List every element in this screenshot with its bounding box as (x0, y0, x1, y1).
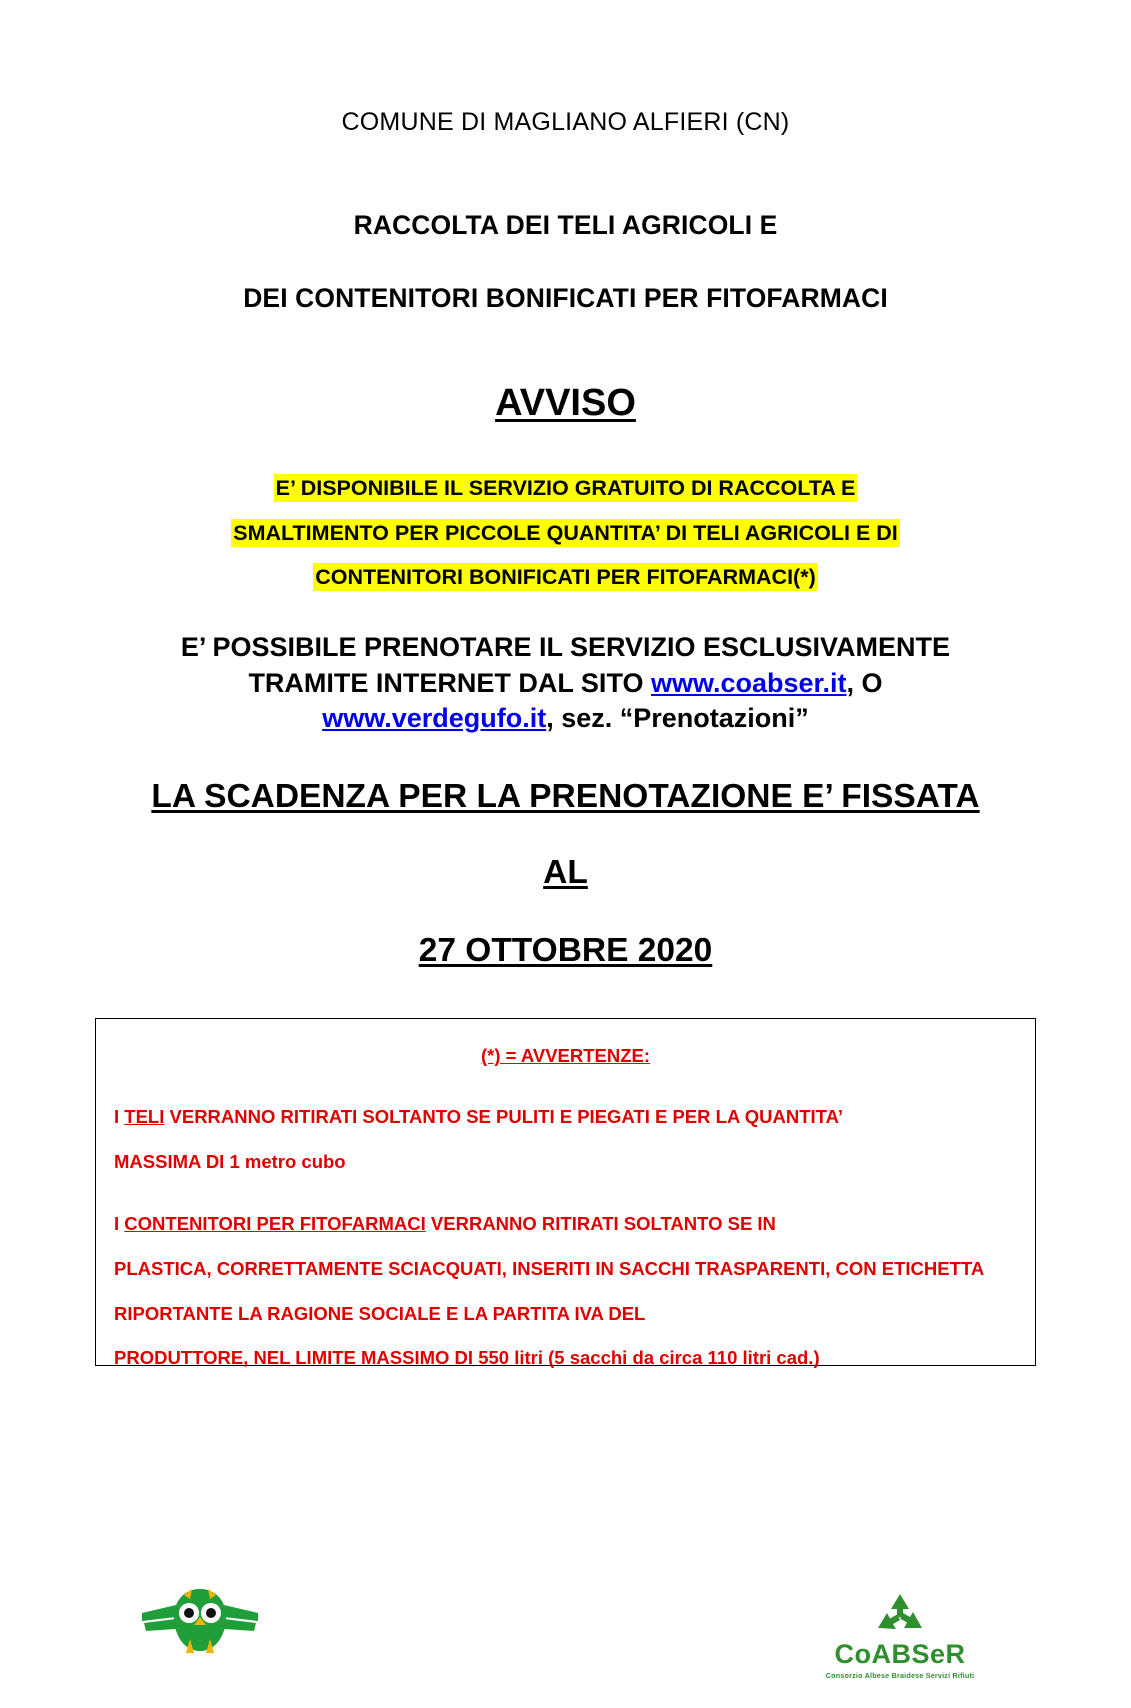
deadline-line-2: AL (543, 853, 588, 891)
notes-paragraph-6: PRODUTTORE, NEL LIMITE MASSIMO DI 550 litri (5 sacchi da circa 110 litri cad.) (114, 1347, 820, 1369)
verdegufo-owl-icon (140, 1583, 260, 1662)
notes-p3-suffix: VERRANNO RITIRATI SOLTANTO SE IN (425, 1213, 776, 1235)
highlight-text-1: E’ DISPONIBILE IL SERVIZIO GRATUITO DI RACCOLTA E (275, 476, 856, 500)
booking-line-1: E’ POSSIBILE PRENOTARE IL SERVIZIO ESCLUSIVAMENTE (180, 631, 951, 662)
notes-p1-underlined: TELI (124, 1105, 165, 1127)
deadline-date: 27 OTTOBRE 2020 (418, 931, 713, 969)
coabser-subtitle: Consorzio Albese Braidese Servizi Rifiuti (825, 1671, 975, 1680)
poster-page (0, 108, 1131, 1708)
notes-p1-prefix: I (114, 1105, 125, 1127)
highlight-text-2: SMALTIMENTO PER PICCOLE QUANTITA’ DI TELI AGRICOLI E DI (233, 520, 898, 545)
booking-line-2 (95, 666, 1036, 702)
notes-paragraph-4: PLASTICA, CORRETTAMENTE SCIACQUATI, INSERITI IN SACCHI TRASPARENTI, CON ETICHETTA (114, 1257, 985, 1279)
highlight-block (95, 477, 1036, 590)
deadline-line-1: LA SCADENZA PER LA PRENOTAZIONE E’ FISSATA (151, 777, 980, 815)
coabser-logo (790, 1592, 1010, 1680)
page-title-line-1: RACCOLTA DEI TELI AGRICOLI E (353, 210, 778, 240)
highlight-line-3 (95, 566, 1036, 590)
notes-title: (*) = AVVERTENZE: (480, 1044, 651, 1066)
avviso-heading: AVVISO (495, 382, 636, 424)
notes-paragraph-1 (114, 1103, 1017, 1132)
highlight-line-2 (95, 522, 1036, 546)
coabser-link[interactable]: www.coabser.it (650, 667, 847, 698)
notes-spacer (114, 1192, 1017, 1210)
booking-line-2-prefix: TRAMITE INTERNET DAL SITO (248, 667, 651, 698)
page-title-line-2: DEI CONTENITORI BONIFICATI PER FITOFARMACI (243, 283, 888, 313)
notes-p3-prefix: I (114, 1213, 125, 1235)
booking-line-3-suffix: , sez. “Prenotazioni” (546, 703, 809, 734)
verdegufo-link[interactable]: www.verdegufo.it (322, 703, 547, 734)
notes-paragraph-2: MASSIMA DI 1 metro cubo (114, 1150, 346, 1172)
notes-paragraph-5: RIPORTANTE LA RAGIONE SOCIALE E LA PARTITA IVA DEL (114, 1302, 646, 1324)
coabser-name: CoABSeR (834, 1639, 966, 1669)
highlight-text-3: CONTENITORI BONIFICATI PER FITOFARMACI(*) (315, 565, 816, 590)
highlight-line-1 (95, 477, 1036, 501)
recycle-icon (790, 1592, 1010, 1639)
notes-box (95, 1018, 1036, 1369)
booking-line-3 (95, 701, 1036, 737)
booking-line-2-suffix: , O (846, 667, 883, 698)
page-header-comune: COMUNE DI MAGLIANO ALFIERI (CN) (341, 108, 790, 136)
notes-p3-underlined: CONTENITORI PER FITOFARMACI (124, 1213, 426, 1235)
notes-p1-suffix: VERRANNO RITIRATI SOLTANTO SE PULITI E PIEGATI E PER LA QUANTITA’ (164, 1105, 844, 1127)
booking-instructions (95, 630, 1036, 737)
notes-paragraph-3 (114, 1210, 1017, 1239)
footer (0, 1560, 1131, 1690)
